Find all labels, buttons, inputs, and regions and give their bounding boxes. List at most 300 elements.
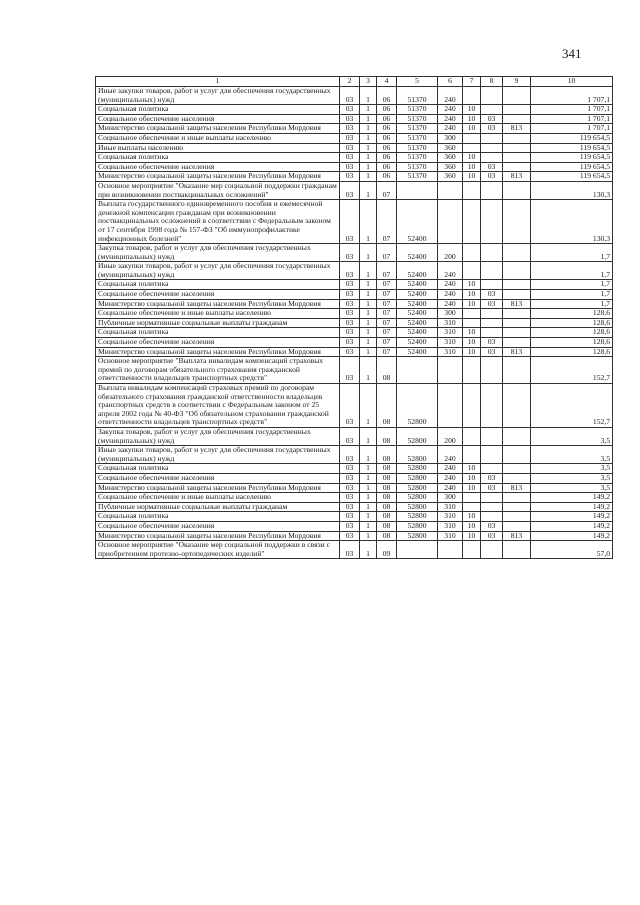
code-cell	[481, 200, 503, 244]
row-name: Социальное обеспечение и иные выплаты населению	[96, 133, 340, 143]
amount-cell: 128,6	[531, 309, 613, 319]
row-name: Социальное обеспечение населения	[96, 114, 340, 124]
row-name: Закупка товаров, работ и услуг для обеспечения государственных (муниципальных) нужд	[96, 427, 340, 445]
code-cell: 240	[438, 483, 463, 493]
code-cell: 03	[481, 299, 503, 309]
code-cell: 03	[340, 473, 360, 483]
code-cell: 08	[377, 531, 397, 541]
code-cell	[503, 87, 531, 105]
code-cell	[503, 153, 531, 163]
code-cell: 03	[340, 512, 360, 522]
code-cell: 813	[503, 531, 531, 541]
code-cell: 08	[377, 521, 397, 531]
code-cell	[438, 200, 463, 244]
code-cell	[463, 493, 481, 503]
amount-cell: 130,3	[531, 200, 613, 244]
table-row	[96, 262, 613, 280]
budget-table	[95, 76, 613, 559]
code-cell: 1	[360, 446, 377, 464]
code-cell: 1	[360, 384, 377, 428]
code-cell	[463, 502, 481, 512]
code-cell	[481, 181, 503, 199]
code-cell: 813	[503, 299, 531, 309]
code-cell: 310	[438, 318, 463, 328]
row-name: Иные закупки товаров, работ и услуг для обеспечения государственных (муниципальных) нужд	[96, 446, 340, 464]
code-cell: 52800	[397, 464, 438, 474]
code-cell: 10	[463, 483, 481, 493]
amount-cell: 149,2	[531, 521, 613, 531]
code-cell: 03	[481, 338, 503, 348]
code-cell: 1	[360, 309, 377, 319]
code-cell	[503, 280, 531, 290]
code-cell: 52400	[397, 262, 438, 280]
code-cell	[481, 280, 503, 290]
code-cell	[481, 328, 503, 338]
code-cell: 1	[360, 181, 377, 199]
code-cell	[463, 133, 481, 143]
row-name: Социальная политика	[96, 464, 340, 474]
code-cell: 03	[481, 473, 503, 483]
code-cell: 10	[463, 290, 481, 300]
amount-cell: 1,7	[531, 244, 613, 262]
code-cell: 03	[340, 124, 360, 134]
table-row	[96, 502, 613, 512]
amount-cell: 1,7	[531, 262, 613, 280]
code-cell: 03	[340, 162, 360, 172]
amount-cell: 3,5	[531, 427, 613, 445]
code-cell: 07	[377, 244, 397, 262]
code-cell: 10	[463, 338, 481, 348]
code-cell: 360	[438, 153, 463, 163]
code-cell: 08	[377, 473, 397, 483]
code-cell	[463, 427, 481, 445]
code-cell: 1	[360, 493, 377, 503]
code-cell: 813	[503, 124, 531, 134]
row-name: Основное мероприятие "Выплата инвалидам компенсаций страховых премий по договорам обязательного страхования гражданской ответственности владельцев транспортных средств"	[96, 357, 340, 384]
code-cell: 52800	[397, 502, 438, 512]
code-cell	[463, 384, 481, 428]
table-row	[96, 87, 613, 105]
row-name: Социальное обеспечение населения	[96, 338, 340, 348]
code-cell: 10	[463, 512, 481, 522]
code-cell: 52800	[397, 384, 438, 428]
amount-cell: 3,5	[531, 464, 613, 474]
table-row	[96, 473, 613, 483]
code-cell: 240	[438, 124, 463, 134]
code-cell	[481, 493, 503, 503]
row-name: Выплата государственного единовременного пособия и ежемесячной денежной компенсации гражданам при возникновении поствакцинальных осложнений в соответствии с Федеральным законом от 17 сентября 1998 года № 157-ФЗ "Об иммунопрофилактике инфекционных болезней"	[96, 200, 340, 244]
code-cell: 51370	[397, 143, 438, 153]
code-cell: 03	[340, 502, 360, 512]
code-cell: 03	[340, 493, 360, 503]
column-header: 3	[360, 77, 377, 87]
code-cell: 300	[438, 133, 463, 143]
code-cell: 1	[360, 338, 377, 348]
code-cell: 03	[340, 541, 360, 559]
code-cell	[503, 162, 531, 172]
code-cell	[481, 384, 503, 428]
code-cell: 1	[360, 124, 377, 134]
code-cell	[503, 114, 531, 124]
code-cell: 03	[340, 338, 360, 348]
code-cell: 1	[360, 143, 377, 153]
code-cell: 1	[360, 521, 377, 531]
code-cell	[397, 357, 438, 384]
code-cell: 1	[360, 162, 377, 172]
amount-cell: 128,6	[531, 347, 613, 357]
code-cell: 1	[360, 483, 377, 493]
code-cell	[503, 521, 531, 531]
code-cell: 03	[481, 521, 503, 531]
code-cell	[481, 446, 503, 464]
row-name: Публичные нормативные социальные выплаты гражданам	[96, 502, 340, 512]
row-name: Социальное обеспечение населения	[96, 162, 340, 172]
code-cell: 08	[377, 427, 397, 445]
code-cell: 300	[438, 493, 463, 503]
code-cell: 52800	[397, 531, 438, 541]
code-cell: 52800	[397, 521, 438, 531]
row-name: Иные выплаты населению	[96, 143, 340, 153]
code-cell: 03	[340, 531, 360, 541]
code-cell: 52400	[397, 328, 438, 338]
code-cell: 06	[377, 153, 397, 163]
code-cell: 03	[340, 290, 360, 300]
row-name: Закупка товаров, работ и услуг для обеспечения государственных (муниципальных) нужд	[96, 244, 340, 262]
code-cell: 310	[438, 502, 463, 512]
code-cell	[481, 143, 503, 153]
code-cell: 03	[340, 483, 360, 493]
code-cell: 03	[340, 87, 360, 105]
code-cell: 03	[340, 143, 360, 153]
code-cell: 03	[340, 384, 360, 428]
amount-cell: 1 707,1	[531, 87, 613, 105]
code-cell	[463, 541, 481, 559]
amount-cell: 1 707,1	[531, 105, 613, 115]
code-cell	[397, 541, 438, 559]
code-cell: 07	[377, 290, 397, 300]
code-cell: 1	[360, 299, 377, 309]
row-name: Выплата инвалидам компенсаций страховых премий по договорам обязательного страхования гражданской ответственности владельцев транспортных средств в соответствии с Федеральным законом от 25 апреля 2002 года № 40-ФЗ "Об обязательном страховании гражданской ответственности владельцев транспортных средств"	[96, 384, 340, 428]
code-cell: 03	[340, 244, 360, 262]
code-cell: 1	[360, 541, 377, 559]
code-cell: 03	[481, 172, 503, 182]
amount-cell: 119 654,5	[531, 153, 613, 163]
code-cell: 03	[340, 105, 360, 115]
code-cell: 1	[360, 357, 377, 384]
code-cell: 52400	[397, 280, 438, 290]
code-cell: 10	[463, 124, 481, 134]
code-cell: 310	[438, 328, 463, 338]
code-cell: 240	[438, 446, 463, 464]
code-cell	[503, 244, 531, 262]
code-cell: 08	[377, 502, 397, 512]
table-row	[96, 172, 613, 182]
code-cell: 360	[438, 172, 463, 182]
code-cell	[463, 309, 481, 319]
code-cell: 52400	[397, 318, 438, 328]
code-cell: 52400	[397, 299, 438, 309]
code-cell	[503, 357, 531, 384]
table-row	[96, 347, 613, 357]
table-row	[96, 309, 613, 319]
code-cell: 52800	[397, 493, 438, 503]
code-cell: 07	[377, 318, 397, 328]
row-name: Основное мероприятие "Оказание мер социальной поддержки в связи с приобретением протезно-ортопедических изделий"	[96, 541, 340, 559]
table-row	[96, 328, 613, 338]
code-cell	[503, 541, 531, 559]
row-name: Социальная политика	[96, 328, 340, 338]
code-cell: 07	[377, 299, 397, 309]
code-cell: 08	[377, 446, 397, 464]
code-cell: 52400	[397, 244, 438, 262]
code-cell	[463, 446, 481, 464]
code-cell	[503, 446, 531, 464]
amount-cell: 1 707,1	[531, 114, 613, 124]
amount-cell: 57,0	[531, 541, 613, 559]
code-cell: 1	[360, 347, 377, 357]
code-cell: 51370	[397, 133, 438, 143]
table-row	[96, 280, 613, 290]
code-cell	[503, 427, 531, 445]
code-cell: 1	[360, 200, 377, 244]
code-cell	[503, 502, 531, 512]
code-cell: 51370	[397, 153, 438, 163]
code-cell: 310	[438, 512, 463, 522]
code-cell: 1	[360, 87, 377, 105]
code-cell: 51370	[397, 87, 438, 105]
table-row	[96, 338, 613, 348]
code-cell: 10	[463, 521, 481, 531]
table-row	[96, 531, 613, 541]
amount-cell: 1 707,1	[531, 124, 613, 134]
code-cell: 07	[377, 338, 397, 348]
table-row	[96, 357, 613, 384]
code-cell: 813	[503, 172, 531, 182]
code-cell: 200	[438, 427, 463, 445]
code-cell: 240	[438, 290, 463, 300]
code-cell: 10	[463, 531, 481, 541]
code-cell	[481, 502, 503, 512]
table-row	[96, 483, 613, 493]
code-cell: 310	[438, 338, 463, 348]
amount-cell: 149,2	[531, 512, 613, 522]
code-cell: 03	[481, 162, 503, 172]
column-header: 1	[96, 77, 340, 87]
code-cell: 03	[340, 521, 360, 531]
code-cell: 52800	[397, 512, 438, 522]
code-cell: 10	[463, 473, 481, 483]
table-row	[96, 124, 613, 134]
code-cell	[503, 464, 531, 474]
row-name: Министерство социальной защиты населения Республики Мордовия	[96, 347, 340, 357]
amount-cell: 119 654,5	[531, 172, 613, 182]
code-cell	[503, 309, 531, 319]
code-cell: 03	[481, 347, 503, 357]
row-name: Публичные нормативные социальные выплаты гражданам	[96, 318, 340, 328]
code-cell	[463, 143, 481, 153]
code-cell: 08	[377, 357, 397, 384]
code-cell: 1	[360, 172, 377, 182]
amount-cell: 128,6	[531, 328, 613, 338]
code-cell: 52800	[397, 427, 438, 445]
code-cell	[481, 427, 503, 445]
code-cell	[463, 181, 481, 199]
code-cell: 10	[463, 172, 481, 182]
code-cell: 07	[377, 347, 397, 357]
code-cell	[503, 143, 531, 153]
code-cell: 240	[438, 105, 463, 115]
code-cell: 1	[360, 280, 377, 290]
code-cell: 1	[360, 473, 377, 483]
code-cell: 240	[438, 280, 463, 290]
code-cell: 10	[463, 347, 481, 357]
row-name: Основное мероприятие "Оказание мер социальной поддержки гражданам при возникновении поствакцинальных осложнений"	[96, 181, 340, 199]
table-row	[96, 464, 613, 474]
code-cell: 360	[438, 162, 463, 172]
column-header: 7	[463, 77, 481, 87]
code-cell: 07	[377, 328, 397, 338]
table-row	[96, 143, 613, 153]
table-row	[96, 153, 613, 163]
table-row	[96, 290, 613, 300]
code-cell: 10	[463, 464, 481, 474]
row-name: Иные закупки товаров, работ и услуг для обеспечения государственных (муниципальных) нужд	[96, 87, 340, 105]
table-row	[96, 105, 613, 115]
code-cell: 1	[360, 328, 377, 338]
row-name: Социальное обеспечение и иные выплаты населению	[96, 493, 340, 503]
row-name: Социальное обеспечение населения	[96, 290, 340, 300]
code-cell: 03	[481, 531, 503, 541]
code-cell	[503, 290, 531, 300]
code-cell	[481, 244, 503, 262]
code-cell: 08	[377, 384, 397, 428]
code-cell	[481, 153, 503, 163]
code-cell: 03	[340, 347, 360, 357]
code-cell: 10	[463, 153, 481, 163]
code-cell	[438, 384, 463, 428]
code-cell	[503, 262, 531, 280]
amount-cell: 1,7	[531, 299, 613, 309]
code-cell	[481, 541, 503, 559]
amount-cell: 128,6	[531, 338, 613, 348]
code-cell	[463, 200, 481, 244]
code-cell	[503, 512, 531, 522]
code-cell: 08	[377, 493, 397, 503]
code-cell	[463, 262, 481, 280]
code-cell: 51370	[397, 124, 438, 134]
code-cell: 03	[340, 153, 360, 163]
code-cell: 03	[340, 114, 360, 124]
row-name: Министерство социальной защиты населения Республики Мордовия	[96, 483, 340, 493]
code-cell: 07	[377, 309, 397, 319]
code-cell	[481, 512, 503, 522]
code-cell: 240	[438, 464, 463, 474]
table-row	[96, 521, 613, 531]
code-cell	[481, 87, 503, 105]
table-row	[96, 181, 613, 199]
code-cell: 240	[438, 262, 463, 280]
column-header: 8	[481, 77, 503, 87]
amount-cell: 119 654,5	[531, 133, 613, 143]
amount-cell: 152,7	[531, 357, 613, 384]
column-header: 9	[503, 77, 531, 87]
code-cell: 03	[481, 124, 503, 134]
code-cell: 10	[463, 105, 481, 115]
amount-cell: 149,2	[531, 502, 613, 512]
column-header: 4	[377, 77, 397, 87]
row-name: Министерство социальной защиты населения Республики Мордовия	[96, 531, 340, 541]
row-name: Социальная политика	[96, 153, 340, 163]
row-name: Социальное обеспечение и иные выплаты населению	[96, 309, 340, 319]
code-cell: 240	[438, 114, 463, 124]
code-cell	[481, 309, 503, 319]
code-cell: 52800	[397, 483, 438, 493]
table-row	[96, 541, 613, 559]
table-row	[96, 299, 613, 309]
table-row	[96, 512, 613, 522]
code-cell: 240	[438, 87, 463, 105]
code-cell: 03	[340, 280, 360, 290]
code-cell	[503, 328, 531, 338]
table-row	[96, 133, 613, 143]
code-cell	[503, 493, 531, 503]
code-cell: 07	[377, 280, 397, 290]
code-cell: 240	[438, 473, 463, 483]
code-cell: 03	[481, 114, 503, 124]
code-cell: 03	[340, 357, 360, 384]
code-cell	[503, 181, 531, 199]
code-cell	[463, 318, 481, 328]
code-cell: 10	[463, 299, 481, 309]
column-header: 10	[531, 77, 613, 87]
code-cell	[481, 357, 503, 384]
code-cell: 1	[360, 262, 377, 280]
code-cell: 52400	[397, 347, 438, 357]
code-cell: 03	[340, 299, 360, 309]
code-cell: 03	[481, 290, 503, 300]
code-cell	[503, 133, 531, 143]
row-name: Социальная политика	[96, 512, 340, 522]
code-cell	[438, 541, 463, 559]
code-cell	[503, 338, 531, 348]
code-cell: 52400	[397, 290, 438, 300]
code-cell: 300	[438, 309, 463, 319]
code-cell: 03	[340, 309, 360, 319]
amount-cell: 149,2	[531, 493, 613, 503]
code-cell: 1	[360, 133, 377, 143]
code-cell: 1	[360, 244, 377, 262]
code-cell: 1	[360, 290, 377, 300]
code-cell	[481, 318, 503, 328]
amount-cell: 3,5	[531, 483, 613, 493]
code-cell	[503, 200, 531, 244]
code-cell: 03	[340, 427, 360, 445]
table-row	[96, 162, 613, 172]
amount-cell: 128,6	[531, 318, 613, 328]
code-cell: 51370	[397, 162, 438, 172]
code-cell: 03	[340, 446, 360, 464]
code-cell	[463, 357, 481, 384]
amount-cell: 3,5	[531, 473, 613, 483]
column-header: 2	[340, 77, 360, 87]
code-cell: 10	[463, 162, 481, 172]
table-row	[96, 318, 613, 328]
table-row	[96, 384, 613, 428]
table-row	[96, 493, 613, 503]
code-cell	[481, 262, 503, 280]
code-cell: 1	[360, 512, 377, 522]
row-name: Министерство социальной защиты населения Республики Мордовия	[96, 124, 340, 134]
